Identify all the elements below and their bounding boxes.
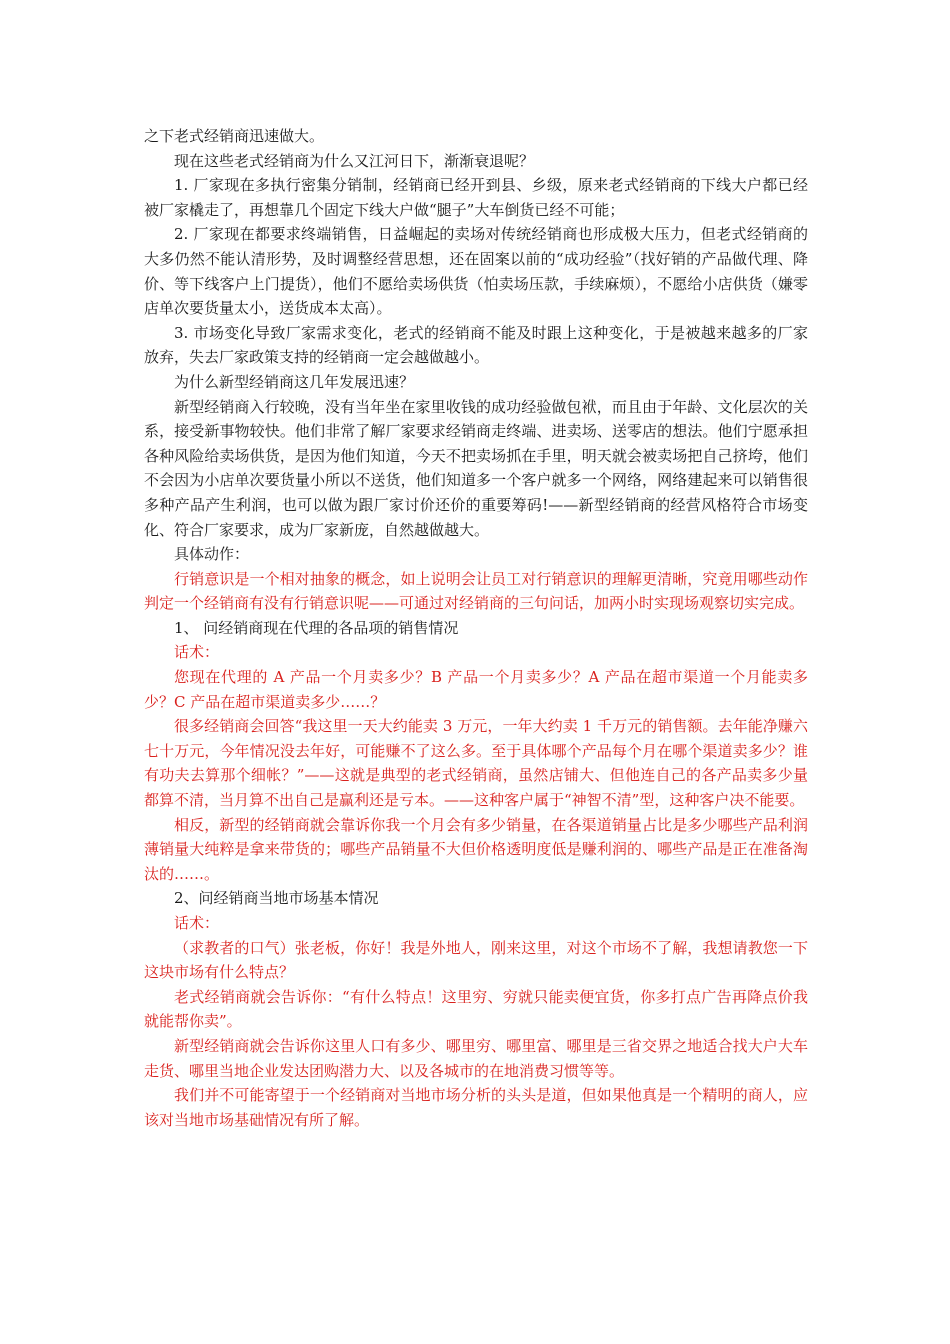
list-item-reason-2: 2. 厂家现在都要求终端销售，日益崛起的卖场对传统经销商也形成极大压力，但老式经销商的大多仍然不能认清形势，及时调整经营思想，还在固案以前的“成功经验”（找好销的产品做代理、降价、等下线客户上门提货），他们不愿给卖场供货（怕卖场压款，手续麻烦），不愿给小店供货（嫌零店单次要货量太小，送货成本太高）。 — [144, 225, 808, 318]
paragraph-marketing-awareness: 行销意识是一个相对抽象的概念，如上说明会让员工对行销意识的理解更清晰，究竟用哪些动作判定一个经销商有没有行销意识呢——可通过对经销商的三句问话，加两小时实现场观察切实完成。 — [144, 569, 808, 613]
paragraph-new-dealer-answer-2: 新型经销商就会告诉你这里人口有多少、哪里穷、哪里富、哪里是三省交界之地适合找大户大车走货、哪里当地企业发达团购潜力大、以及各城市的在地消费习惯等等。 — [144, 1036, 808, 1080]
question-heading-growth: 为什么新型经销商这几年发展迅速？ — [174, 372, 415, 391]
paragraph-old-dealer-answer-2: 老式经销商就会告诉你：“有什么特点！这里穷、穷就只能卖便宜货，你多打点广告再降点价我就能帮你卖”。 — [144, 987, 808, 1031]
paragraph-old-dealer-answer-1: 很多经销商会回答“我这里一天大约能卖 3 万元，一年大约卖 1 千万元的销售额。去年能净赚六七十万元，今年情况没去年好，可能赚不了这么多。至于具体哪个产品每个月在哪个渠道卖多少？谁有功夫去算那个细帐？”——这就是典型的老式经销商，虽然店铺大、但他连自己的各产品卖多少量都算不清，当月算不出自己是赢利还是亏本。——这种客户属于“神智不清”型，这种客户决不能要。 — [144, 717, 808, 810]
script-question-1: 您现在代理的 A 产品一个月卖多少？B 产品一个月卖多少？A 产品在超市渠道一个月能卖多少？C 产品在超市渠道卖多少……？ — [144, 668, 808, 711]
section-heading-actions: 具体动作： — [174, 545, 250, 564]
list-item-reason-3: 3. 市场变化导致厂家需求变化，老式的经销商不能及时跟上这种变化，于是被越来越多的厂家放弃，失去厂家政策支持的经销商一定会越做越小。 — [144, 323, 808, 367]
paragraph-new-dealers: 新型经销商入行较晚，没有当年坐在家里收钱的成功经验做包袱，而且由于年龄、文化层次的关系，接受新事物较快。他们非常了解厂家要求经销商走终端、进卖场、送零店的想法。他们宁愿承担各种风险给卖场供货，是因为他们知道，今天不把卖场抓在手里，明天就会被卖场把自己挤垮，他们不会因为小店单次要货量小所以不送货，他们知道多一个客户就多一个网络，网络建起来可以销售很多种产品产生利润，也可以做为跟厂家讨价还价的重要筹码!——新型经销商的经营风格符合市场变化、符合厂家要求，成为厂家新庞，自然越做越大。 — [144, 397, 808, 539]
paragraph-intro: 之下老式经销商迅速做大。 — [144, 127, 325, 145]
step-heading-2: 2、问经销商当地市场基本情况 — [174, 889, 379, 908]
script-label-1: 话术： — [174, 643, 220, 662]
paragraph-conclusion: 我们并不可能寄望于一个经销商对当地市场分析的头头是道，但如果他真是一个精明的商人，应该对当地市场基础情况有所了解。 — [144, 1086, 808, 1129]
step-heading-1: 1、 问经销商现在代理的各品项的销售情况 — [174, 618, 459, 637]
list-item-reason-1: 1. 厂家现在多执行密集分销制，经销商已经开到县、乡级，原来老式经销商的下线大户都已经被厂家橇走了，再想靠几个固定下线大户做“腿子”大车倒货已经不可能； — [144, 176, 808, 219]
document-body — [144, 124, 808, 1132]
script-question-2: （求教者的口气）张老板，你好！我是外地人，刚来这里，对这个市场不了解，我想请教您一下这块市场有什么特点？ — [144, 938, 808, 982]
paragraph-new-dealer-answer-1: 相反，新型的经销商就会靠诉你我一个月会有多少销量，在各渠道销量占比是多少哪些产品利润薄销量大纯粹是拿来带货的；哪些产品销量不大但价格透明度低是赚利润的、哪些产品是正在准备淘汰的……。 — [144, 815, 808, 883]
question-heading-decline: 现在这些老式经销商为什么又江河日下，渐渐衰退呢？ — [174, 151, 535, 170]
script-label-2: 话术： — [174, 914, 220, 932]
